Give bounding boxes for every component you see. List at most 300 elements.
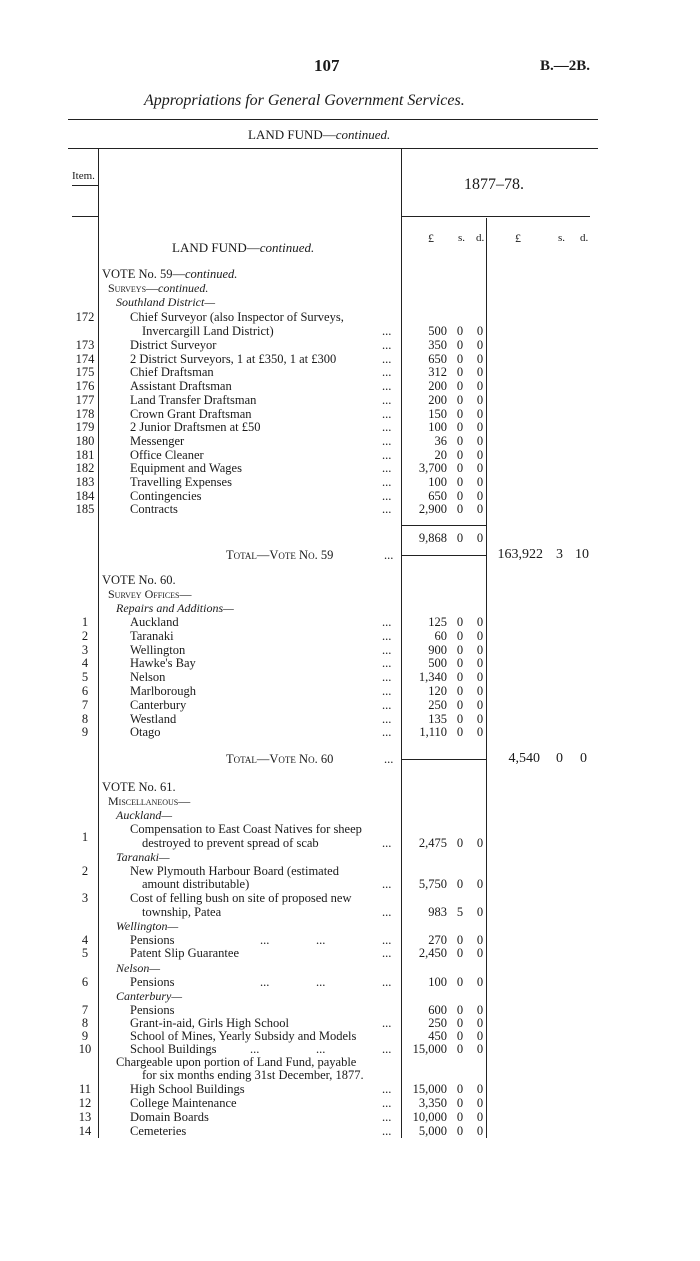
- item-number: 2: [81, 628, 89, 643]
- item-pounds: 100: [428, 420, 447, 435]
- item-pounds: 15,000: [412, 1082, 447, 1096]
- item-label: Office Cleaner: [130, 447, 204, 462]
- item-label: Pensions: [130, 933, 175, 947]
- table-row: [0, 712, 700, 726]
- table-row: [0, 365, 700, 379]
- item-pence: 0: [476, 420, 484, 435]
- item-number: 2: [81, 864, 89, 878]
- item-label: Pensions: [130, 1003, 175, 1017]
- item-label: Land Transfer Draftsman: [130, 392, 257, 407]
- item-number: 5: [81, 670, 89, 685]
- leader-dots: ...: [382, 338, 392, 352]
- table-row: [0, 656, 700, 670]
- item-pounds: 60: [434, 628, 447, 643]
- item-number: 12: [78, 1096, 92, 1110]
- item-shillings: 0: [456, 1003, 464, 1017]
- item-number: 6: [81, 975, 89, 989]
- table-row: [0, 643, 700, 657]
- item-sub-rule: [72, 216, 98, 217]
- item-shillings: 0: [456, 433, 464, 448]
- item-shillings: 0: [456, 447, 464, 462]
- item-pounds: 250: [428, 1016, 447, 1030]
- leader-dots: ...: [382, 1124, 392, 1138]
- item-number: 172: [75, 310, 95, 324]
- table-row: [0, 725, 700, 739]
- item-number: 3: [81, 642, 89, 657]
- item-pence: 0: [476, 615, 484, 629]
- item-number: 182: [75, 461, 95, 476]
- chargeable-note: [0, 1068, 700, 1082]
- item-pounds: 350: [428, 338, 447, 352]
- item-label: Equipment and Wages: [130, 461, 242, 476]
- table-row: [0, 502, 700, 516]
- item-pounds: 250: [428, 697, 447, 712]
- item-number: 4: [81, 933, 89, 947]
- item-shillings: 0: [456, 642, 464, 657]
- item-number: 177: [75, 392, 95, 407]
- item-pence: 0: [476, 684, 484, 698]
- table-row: [0, 933, 700, 947]
- leader-dots: ...: [384, 752, 394, 766]
- title-rule: [68, 119, 598, 120]
- item-shillings: 0: [456, 406, 464, 421]
- subtotal-row: [0, 531, 700, 545]
- item-number: 7: [81, 1003, 89, 1017]
- item-pounds: 2,475: [418, 836, 447, 850]
- vote59-heading: [102, 267, 237, 282]
- item-label: Hawke's Bay: [130, 656, 196, 671]
- item-label: 2 District Surveyors, 1 at £350, 1 at £300: [130, 351, 337, 366]
- item-pounds: 125: [428, 615, 447, 629]
- item-number: 4: [81, 656, 89, 671]
- item-pence: 0: [476, 877, 484, 891]
- item-pounds: 20: [434, 447, 447, 462]
- leader-dots: ...: [382, 406, 392, 421]
- item-label-cont: amount distributable): [142, 877, 250, 891]
- subtitle-cont: continued.: [335, 127, 391, 142]
- item-number: 175: [75, 365, 95, 380]
- table-row: [0, 1124, 700, 1138]
- total-pence: 10: [575, 547, 589, 562]
- item-label: Cost of felling bush on site of proposed new: [130, 891, 352, 905]
- total-pounds: 4,540: [508, 751, 540, 766]
- subtotal-rule: [401, 525, 486, 526]
- subtotal-pence: 0: [476, 531, 484, 545]
- item-number: 11: [78, 1082, 92, 1096]
- subtitle-main: LAND FUND—: [248, 127, 336, 142]
- item-number: 176: [75, 379, 95, 394]
- table-row: [0, 1042, 700, 1056]
- item-shillings: 0: [456, 836, 464, 850]
- item-label-cont: destroyed to prevent spread of scab: [142, 836, 319, 850]
- leader-dots: ...: [382, 877, 392, 891]
- table-row: [0, 1003, 700, 1017]
- item-shillings: 0: [456, 475, 464, 489]
- total-row: [0, 548, 700, 562]
- item-label: Auckland: [130, 615, 179, 629]
- table-row: [0, 461, 700, 475]
- vote61-heading: VOTE No. 61.: [102, 780, 176, 794]
- item-pounds: 650: [428, 488, 447, 503]
- item-label: New Plymouth Harbour Board (estimated: [130, 864, 339, 878]
- item-shillings: 0: [456, 502, 464, 517]
- leader-dots: ...: [382, 1096, 392, 1110]
- page-number: 107: [314, 56, 340, 75]
- item-pence: 0: [476, 351, 484, 366]
- item-pounds: 100: [428, 475, 447, 489]
- item-pounds: 200: [428, 379, 447, 394]
- table-top-rule: [68, 148, 598, 149]
- chargeable-line2: for six months ending 31st December, 1877.: [142, 1068, 364, 1082]
- item-pence: 0: [476, 338, 484, 352]
- item-pounds: 2,450: [418, 946, 447, 960]
- item-label: 2 Junior Draftsmen at £50: [130, 420, 261, 435]
- pound2-header: £: [515, 231, 521, 245]
- item-header-rule: [72, 185, 98, 186]
- leader-dots: ...: [382, 946, 392, 960]
- item-number: 9: [81, 725, 89, 740]
- item-number: 5: [81, 946, 89, 960]
- item-number: 185: [75, 502, 95, 517]
- item-pence: 0: [476, 628, 484, 643]
- vote59-district: Southland District—: [116, 295, 216, 309]
- total-pounds: 163,922: [497, 547, 543, 562]
- item-pounds: 600: [428, 1003, 447, 1017]
- item-number: 6: [81, 684, 89, 698]
- item-shillings: 0: [456, 933, 464, 947]
- leader-dots: ...: [382, 670, 392, 685]
- leader-dots: ...: [382, 725, 392, 740]
- leader-dots: ...: [382, 420, 392, 435]
- table-row: [0, 946, 700, 960]
- item-pounds: 120: [428, 684, 447, 698]
- item-pence: 0: [476, 1042, 484, 1056]
- item-pence: 0: [476, 836, 484, 850]
- item-shillings: 0: [456, 711, 464, 726]
- leader-dots: ...: [382, 433, 392, 448]
- item-pence: 0: [476, 933, 484, 947]
- vote59-heading-main: VOTE No. 59—: [102, 267, 185, 281]
- item-shillings: 0: [456, 628, 464, 643]
- leader-dots: ...: [382, 379, 392, 394]
- section-title-main: LAND FUND—: [172, 240, 260, 255]
- total-label: Total—Vote No. 59: [226, 548, 334, 562]
- item-pounds: 1,340: [418, 670, 447, 685]
- item-label: Otago: [130, 725, 161, 740]
- item-pounds: 10,000: [412, 1110, 447, 1124]
- leader-dots: ...: [382, 656, 392, 671]
- table-row: [0, 310, 700, 324]
- page-subtitle: [248, 127, 390, 143]
- item-pence: 0: [476, 1110, 484, 1124]
- table-row: [0, 891, 700, 905]
- item-pounds: 1,110: [419, 725, 447, 740]
- item-pounds: 900: [428, 642, 447, 657]
- chargeable-note: [0, 1055, 700, 1069]
- vote61-nelson: Nelson—: [116, 961, 161, 975]
- item-pence: 0: [476, 975, 484, 989]
- item-label: Taranaki: [130, 628, 174, 643]
- section-title: [172, 240, 314, 256]
- item-pence: 0: [476, 1124, 484, 1138]
- item-number: 7: [81, 697, 89, 712]
- item-number: 180: [75, 433, 95, 448]
- item-pounds: 270: [428, 933, 447, 947]
- total-label: Total—Vote No. 60: [226, 752, 334, 766]
- item-pence: 0: [476, 392, 484, 407]
- table-row: [0, 670, 700, 684]
- item-label: Assistant Draftsman: [130, 379, 232, 394]
- leader-dots: ...: [260, 933, 270, 947]
- item-label: Chief Draftsman: [130, 365, 214, 380]
- item-label-cont: Invercargill Land District): [142, 324, 274, 338]
- item-label: Contracts: [130, 502, 178, 517]
- item-pounds: 200: [428, 392, 447, 407]
- leader-dots: ...: [382, 615, 392, 629]
- item-label-cont: township, Patea: [142, 905, 222, 919]
- item-label: Nelson: [130, 670, 166, 685]
- item-pounds: 3,700: [418, 461, 447, 476]
- item-shillings: 0: [456, 1029, 464, 1043]
- leader-dots: ...: [382, 697, 392, 712]
- vote59-sub: [108, 281, 208, 296]
- item-pence: 0: [476, 324, 484, 338]
- year-rule: [401, 216, 590, 217]
- table-row: [0, 1110, 700, 1124]
- leader-dots: ...: [316, 975, 326, 989]
- leader-dots: ...: [382, 905, 392, 919]
- item-number: 179: [75, 420, 95, 435]
- item-shillings: 0: [456, 1082, 464, 1096]
- item-shillings: 0: [456, 1016, 464, 1030]
- table-row: [0, 877, 700, 891]
- leader-dots: ...: [382, 711, 392, 726]
- item-pence: 0: [476, 488, 484, 503]
- leader-dots: ...: [382, 684, 392, 698]
- item-label: College Maintenance: [130, 1096, 237, 1110]
- table-row: [0, 629, 700, 643]
- item-number: 9: [81, 1029, 89, 1043]
- shilling2-header: s.: [558, 232, 566, 244]
- item-pence: 0: [476, 946, 484, 960]
- leader-dots: ...: [382, 461, 392, 476]
- item-pounds: 100: [428, 975, 447, 989]
- table-row: [0, 379, 700, 393]
- item-shillings: 0: [456, 1124, 464, 1138]
- leader-dots: ...: [382, 1016, 392, 1030]
- shilling-header: s.: [458, 232, 466, 244]
- item-pence: 0: [476, 379, 484, 394]
- item-pounds: 3,350: [418, 1096, 447, 1110]
- item-pounds: 312: [428, 365, 447, 380]
- item-shillings: 0: [456, 1042, 464, 1056]
- vote61-sub: Miscellaneous—: [108, 794, 191, 808]
- page-title: Appropriations for General Government Services.: [144, 92, 465, 109]
- table-row: [0, 324, 700, 338]
- item-label: School Buildings: [130, 1042, 217, 1056]
- item-shillings: 0: [456, 338, 464, 352]
- item-label: Cemeteries: [130, 1124, 187, 1138]
- table-row: [0, 1016, 700, 1030]
- table-row: [0, 684, 700, 698]
- vote59-sub-main: Surveys—: [108, 281, 159, 295]
- leader-dots: ...: [382, 475, 392, 489]
- leader-dots: ...: [382, 1082, 392, 1096]
- item-pounds: 150: [428, 406, 447, 421]
- item-shillings: 0: [456, 725, 464, 740]
- vote59-sub-cont: continued.: [158, 281, 209, 295]
- item-pounds: 450: [428, 1029, 447, 1043]
- total-shillings: 0: [556, 751, 563, 766]
- total-row: [0, 752, 700, 766]
- item-pence: 0: [476, 642, 484, 657]
- table-row: [0, 836, 700, 850]
- item-number: 184: [75, 488, 95, 503]
- leader-dots: ...: [250, 1042, 260, 1056]
- item-pounds: 983: [428, 905, 447, 919]
- item-label: School of Mines, Yearly Subsidy and Models: [130, 1029, 357, 1043]
- item-number: 14: [78, 1124, 92, 1138]
- item-label: Chief Surveyor (also Inspector of Surveys,: [130, 310, 344, 324]
- leader-dots: ...: [382, 1110, 392, 1124]
- item-label: Patent Slip Guarantee: [130, 946, 239, 960]
- paper-reference: B.—2B.: [540, 58, 591, 74]
- table-row: [0, 615, 700, 629]
- item-pounds: 650: [428, 351, 447, 366]
- item-shillings: 0: [456, 615, 464, 629]
- item-pounds: 36: [434, 433, 447, 448]
- item-pounds: 500: [428, 324, 447, 338]
- item-shillings: 0: [456, 946, 464, 960]
- total-rule: [401, 759, 486, 760]
- item-shillings: 0: [456, 461, 464, 476]
- item-number: 178: [75, 406, 95, 421]
- item-header: Item.: [72, 170, 95, 182]
- leader-dots: ...: [260, 975, 270, 989]
- subtotal-shillings: 0: [456, 531, 464, 545]
- leader-dots: ...: [382, 351, 392, 366]
- table-row: [0, 698, 700, 712]
- item-pounds: 15,000: [412, 1042, 447, 1056]
- table-row: [0, 352, 700, 366]
- leader-dots: ...: [382, 447, 392, 462]
- table-row: [0, 407, 700, 421]
- item-number: 8: [81, 711, 89, 726]
- item-label: Compensation to East Coast Natives for sheep: [130, 822, 362, 836]
- section-title-cont: continued.: [259, 240, 315, 255]
- table-row: [0, 393, 700, 407]
- item-shillings: 0: [456, 324, 464, 338]
- vote60-heading: VOTE No. 60.: [102, 573, 176, 587]
- item-shillings: 0: [456, 684, 464, 698]
- item-shillings: 0: [456, 420, 464, 435]
- item-shillings: 0: [456, 877, 464, 891]
- item-pence: 0: [476, 697, 484, 712]
- leader-dots: ...: [382, 488, 392, 503]
- item-number: 173: [75, 338, 95, 352]
- item-number: 1: [81, 830, 89, 844]
- table-row: [0, 1029, 700, 1043]
- table-row: [0, 1082, 700, 1096]
- item-shillings: 0: [456, 1096, 464, 1110]
- item-pence: 0: [476, 656, 484, 671]
- vote61-canterbury: Canterbury—: [116, 989, 182, 1003]
- leader-dots: ...: [382, 642, 392, 657]
- leader-dots: ...: [384, 548, 394, 562]
- leader-dots: ...: [382, 975, 392, 989]
- pence2-header: d.: [580, 232, 589, 244]
- item-shillings: 0: [456, 656, 464, 671]
- item-pounds: 2,900: [418, 502, 447, 517]
- leader-dots: ...: [382, 392, 392, 407]
- item-number: 8: [81, 1016, 89, 1030]
- leader-dots: ...: [382, 324, 392, 338]
- item-pence: 0: [476, 475, 484, 489]
- item-pence: 0: [476, 406, 484, 421]
- item-shillings: 0: [456, 379, 464, 394]
- item-pounds: 135: [428, 711, 447, 726]
- item-shillings: 0: [456, 392, 464, 407]
- item-shillings: 0: [456, 351, 464, 366]
- pound-header: £: [428, 231, 434, 245]
- item-label: Crown Grant Draftsman: [130, 406, 252, 421]
- item-number: 174: [75, 351, 95, 366]
- table-row: [0, 420, 700, 434]
- item-label: Messenger: [130, 433, 185, 448]
- table-row: [0, 338, 700, 352]
- leader-dots: ...: [382, 502, 392, 517]
- table-row: [0, 434, 700, 448]
- vote59-heading-cont: continued.: [184, 267, 238, 281]
- item-label: High School Buildings: [130, 1082, 245, 1096]
- year-header: 1877–78.: [464, 176, 524, 193]
- item-pence: 0: [476, 502, 484, 517]
- item-pence: 0: [476, 1096, 484, 1110]
- item-pence: 0: [476, 1003, 484, 1017]
- item-pounds: 500: [428, 656, 447, 671]
- item-number: 13: [78, 1110, 92, 1124]
- leader-dots: ...: [382, 365, 392, 380]
- vote61-taranaki: Taranaki—: [116, 850, 170, 864]
- table-row: [0, 1096, 700, 1110]
- table-row: [0, 489, 700, 503]
- item-pence: 0: [476, 1029, 484, 1043]
- total-shillings: 3: [556, 547, 563, 562]
- leader-dots: ...: [382, 1042, 392, 1056]
- item-number: 181: [75, 447, 95, 462]
- item-number: 3: [81, 891, 89, 905]
- item-shillings: 0: [456, 365, 464, 380]
- item-number: 183: [75, 475, 95, 489]
- item-label: Contingencies: [130, 488, 202, 503]
- item-pence: 0: [476, 447, 484, 462]
- item-pence: 0: [476, 711, 484, 726]
- item-pounds: 5,750: [418, 877, 447, 891]
- item-label: District Surveyor: [130, 338, 217, 352]
- item-shillings: 0: [456, 697, 464, 712]
- item-label: Wellington: [130, 642, 186, 657]
- item-shillings: 0: [456, 1110, 464, 1124]
- item-shillings: 0: [456, 488, 464, 503]
- item-pence: 0: [476, 725, 484, 740]
- table-row: [0, 448, 700, 462]
- item-label: Westland: [130, 711, 177, 726]
- vote60-sub: Survey Offices—: [108, 587, 192, 601]
- leader-dots: ...: [316, 1042, 326, 1056]
- leader-dots: ...: [382, 836, 392, 850]
- item-number: 10: [78, 1042, 92, 1056]
- item-label: Grant-in-aid, Girls High School: [130, 1016, 290, 1030]
